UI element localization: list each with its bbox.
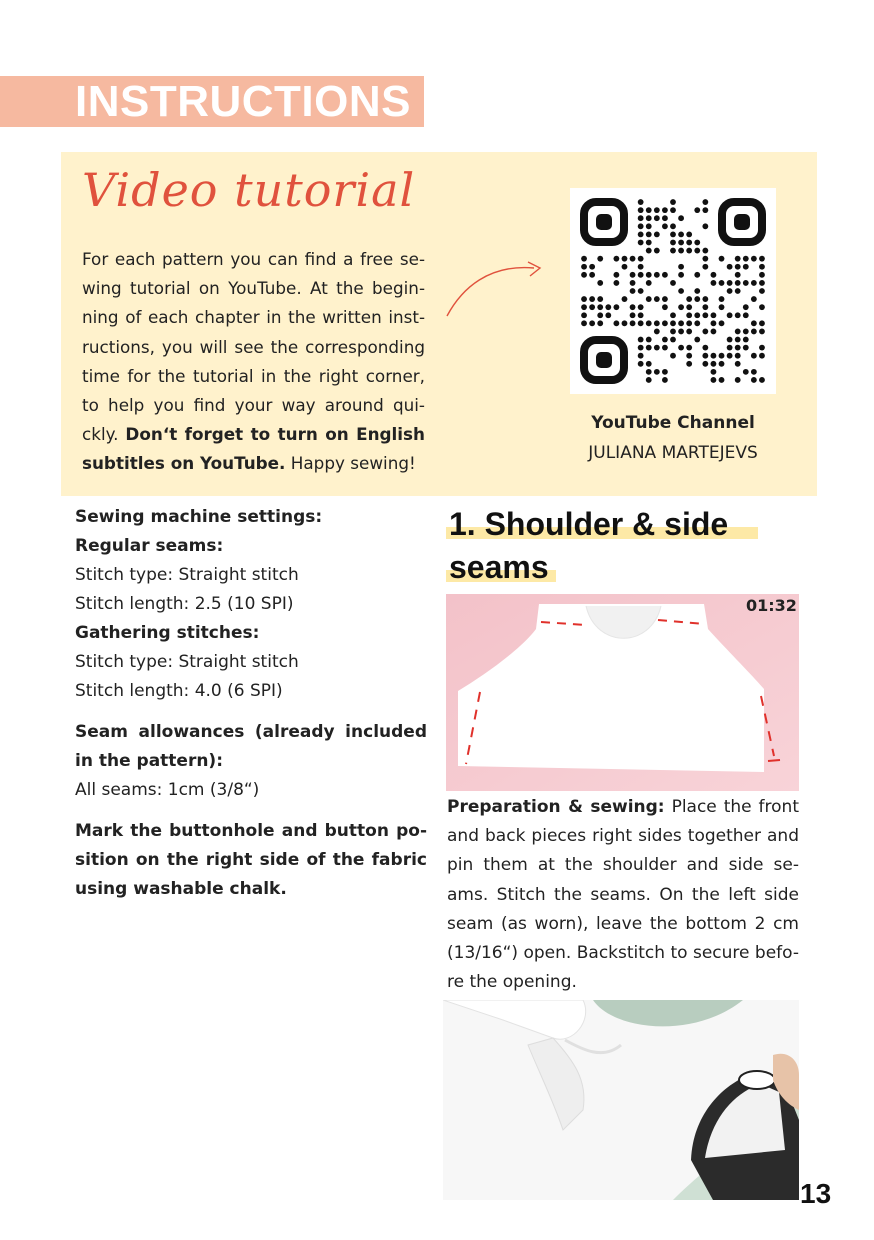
qr-dot bbox=[735, 280, 741, 286]
qr-dot bbox=[751, 296, 757, 302]
qr-dot bbox=[662, 320, 668, 326]
qr-dot bbox=[727, 264, 733, 270]
qr-dot bbox=[743, 369, 749, 375]
qr-dot bbox=[670, 240, 676, 246]
qr-dot bbox=[735, 288, 741, 294]
qr-dot bbox=[743, 304, 749, 310]
gathering-stitch-length: Stitch length: 4.0 (6 SPI) bbox=[75, 681, 283, 701]
qr-dot bbox=[751, 256, 757, 262]
qr-dot bbox=[662, 272, 668, 278]
qr-dot bbox=[646, 337, 652, 343]
prep-body: Place the front and back pieces right sides together and pin them at the shoulder and side se-ams. Stitch the seams. On the left side seam (as worn), leave the bottom 2 cm (13/16“) open. Backstitch to secure befo-re the opening. bbox=[447, 797, 799, 993]
qr-dot bbox=[581, 272, 587, 278]
preparation-text bbox=[447, 793, 799, 997]
qr-dot bbox=[751, 353, 757, 359]
qr-dot bbox=[759, 329, 765, 335]
qr-dot bbox=[662, 207, 668, 213]
qr-dot bbox=[678, 320, 684, 326]
qr-dot bbox=[638, 223, 644, 229]
qr-dot bbox=[735, 329, 741, 335]
qr-dot bbox=[581, 296, 587, 302]
qr-dot bbox=[638, 353, 644, 359]
qr-dot bbox=[743, 329, 749, 335]
qr-dot bbox=[751, 320, 757, 326]
qr-dot bbox=[735, 345, 741, 351]
qr-dot bbox=[719, 280, 725, 286]
qr-dot bbox=[646, 223, 652, 229]
qr-dot bbox=[662, 296, 668, 302]
qr-dot bbox=[662, 377, 668, 383]
qr-dot bbox=[702, 223, 708, 229]
qr-dot bbox=[638, 256, 644, 262]
qr-dot bbox=[735, 256, 741, 262]
qr-dot bbox=[654, 272, 660, 278]
qr-dot bbox=[735, 264, 741, 270]
qr-dot bbox=[662, 345, 668, 351]
qr-dot bbox=[654, 231, 660, 237]
tutorial-timestamp: 01:32 bbox=[746, 596, 797, 615]
qr-dot bbox=[727, 280, 733, 286]
qr-dot bbox=[589, 304, 595, 310]
qr-dot bbox=[670, 207, 676, 213]
subtitle-note: Don‘t forget to turn on English subtitles on YouTube. bbox=[82, 424, 425, 474]
qr-dot bbox=[613, 272, 619, 278]
qr-dot bbox=[581, 312, 587, 318]
qr-dot bbox=[686, 248, 692, 254]
qr-dot bbox=[678, 304, 684, 310]
qr-dot bbox=[711, 280, 717, 286]
qr-dot bbox=[727, 353, 733, 359]
machine-settings bbox=[75, 503, 427, 904]
qr-dot bbox=[638, 320, 644, 326]
qr-dot bbox=[678, 288, 684, 294]
qr-dot bbox=[670, 248, 676, 254]
qr-dot bbox=[630, 304, 636, 310]
qr-dot bbox=[678, 240, 684, 246]
qr-dot bbox=[630, 280, 636, 286]
qr-dot bbox=[735, 353, 741, 359]
shoulder-seams-photo bbox=[446, 594, 799, 791]
qr-dot bbox=[735, 361, 741, 367]
qr-dot bbox=[670, 280, 676, 286]
qr-dot bbox=[694, 207, 700, 213]
qr-dot bbox=[719, 320, 725, 326]
page-number: 13 bbox=[800, 1178, 832, 1209]
qr-dot bbox=[686, 312, 692, 318]
qr-dot bbox=[638, 337, 644, 343]
qr-dot bbox=[678, 264, 684, 270]
qr-dot bbox=[759, 272, 765, 278]
mark-buttonhole-note: Mark the buttonhole and button po-sition on the right side of the fabric using washable chalk. bbox=[75, 821, 427, 899]
qr-dot bbox=[630, 288, 636, 294]
qr-dot bbox=[702, 353, 708, 359]
qr-dot bbox=[678, 272, 684, 278]
qr-dot bbox=[638, 361, 644, 367]
qr-dot bbox=[638, 264, 644, 270]
qr-dot bbox=[686, 304, 692, 310]
qr-dot bbox=[597, 256, 603, 262]
qr-dot bbox=[743, 345, 749, 351]
regular-stitch-type: Stitch type: Straight stitch bbox=[75, 565, 299, 585]
regular-stitch-length: Stitch length: 2.5 (10 SPI) bbox=[75, 594, 294, 614]
qr-dot bbox=[702, 312, 708, 318]
qr-dot bbox=[735, 272, 741, 278]
qr-dot bbox=[597, 304, 603, 310]
qr-dot bbox=[759, 353, 765, 359]
qr-dot bbox=[702, 329, 708, 335]
qr-dot bbox=[727, 288, 733, 294]
qr-dot bbox=[759, 304, 765, 310]
qr-dot bbox=[630, 256, 636, 262]
seam-allowance-value: All seams: 1cm (3/8“) bbox=[75, 780, 260, 800]
qr-dot bbox=[743, 256, 749, 262]
youtube-qr-code[interactable] bbox=[570, 188, 776, 394]
qr-code-icon bbox=[580, 198, 766, 384]
qr-dot bbox=[686, 345, 692, 351]
qr-dot bbox=[589, 320, 595, 326]
qr-dot bbox=[751, 369, 757, 375]
qr-dot bbox=[727, 337, 733, 343]
qr-dot bbox=[678, 329, 684, 335]
qr-dot bbox=[589, 296, 595, 302]
section-title bbox=[449, 503, 789, 589]
qr-dot bbox=[759, 264, 765, 270]
youtube-channel-label: YouTube Channel bbox=[591, 413, 755, 433]
qr-dot bbox=[711, 329, 717, 335]
qr-dot bbox=[646, 231, 652, 237]
qr-dot bbox=[743, 280, 749, 286]
qr-dot bbox=[646, 296, 652, 302]
qr-dot bbox=[622, 264, 628, 270]
youtube-channel-name[interactable]: JULIANA MARTEJEVS bbox=[588, 443, 758, 463]
qr-dot bbox=[646, 345, 652, 351]
qr-dot bbox=[646, 280, 652, 286]
qr-dot bbox=[646, 248, 652, 254]
qr-dot bbox=[662, 304, 668, 310]
qr-dot bbox=[581, 304, 587, 310]
qr-dot bbox=[662, 223, 668, 229]
qr-dot bbox=[711, 272, 717, 278]
video-tutorial-title: Video tutorial bbox=[82, 163, 416, 217]
qr-dot bbox=[581, 264, 587, 270]
qr-dot bbox=[597, 296, 603, 302]
qr-dot bbox=[638, 312, 644, 318]
qr-dot bbox=[735, 377, 741, 383]
qr-dot bbox=[686, 296, 692, 302]
qr-dot bbox=[654, 369, 660, 375]
regular-seams-heading: Regular seams: bbox=[75, 536, 224, 556]
qr-dot bbox=[646, 377, 652, 383]
gathering-heading: Gathering stitches: bbox=[75, 623, 260, 643]
qr-dot bbox=[646, 361, 652, 367]
qr-dot bbox=[670, 320, 676, 326]
qr-dot bbox=[662, 215, 668, 221]
qr-dot bbox=[646, 240, 652, 246]
qr-dot bbox=[678, 345, 684, 351]
qr-dot bbox=[630, 320, 636, 326]
gathering-stitch-type: Stitch type: Straight stitch bbox=[75, 652, 299, 672]
qr-dot bbox=[743, 264, 749, 270]
qr-dot bbox=[735, 312, 741, 318]
qr-dot bbox=[638, 231, 644, 237]
qr-dot bbox=[613, 256, 619, 262]
qr-dot bbox=[735, 337, 741, 343]
qr-dot bbox=[638, 304, 644, 310]
qr-dot bbox=[694, 296, 700, 302]
qr-dot bbox=[581, 256, 587, 262]
qr-dot bbox=[638, 240, 644, 246]
qr-dot bbox=[702, 345, 708, 351]
qr-dot bbox=[638, 345, 644, 351]
qr-dot bbox=[654, 248, 660, 254]
qr-dot bbox=[622, 320, 628, 326]
qr-dot bbox=[613, 280, 619, 286]
qr-dot bbox=[670, 223, 676, 229]
qr-dot bbox=[727, 345, 733, 351]
qr-dot bbox=[613, 304, 619, 310]
qr-dot bbox=[719, 377, 725, 383]
qr-dot bbox=[743, 312, 749, 318]
qr-dot bbox=[613, 320, 619, 326]
qr-dot bbox=[686, 329, 692, 335]
qr-dot bbox=[702, 248, 708, 254]
qr-dot bbox=[694, 248, 700, 254]
qr-dot bbox=[581, 320, 587, 326]
video-paragraph: For each pattern you can find a free se-wing tutorial on YouTube. At the begin-ning of each chapter in the written inst-ructions, you will see the corresponding time for the tutorial in the right corner, to help you find your way around qui-ckly. bbox=[82, 249, 425, 445]
page-title: INSTRUCTIONS bbox=[75, 77, 411, 126]
qr-dot bbox=[711, 353, 717, 359]
qr-dot bbox=[646, 215, 652, 221]
qr-dot bbox=[711, 369, 717, 375]
qr-dot bbox=[597, 280, 603, 286]
qr-dot bbox=[711, 361, 717, 367]
qr-dot bbox=[670, 329, 676, 335]
prep-label: Preparation & sewing: bbox=[447, 797, 665, 817]
qr-dot bbox=[759, 256, 765, 262]
qr-dot bbox=[605, 304, 611, 310]
qr-dot bbox=[638, 288, 644, 294]
qr-dot bbox=[589, 272, 595, 278]
qr-dot bbox=[751, 280, 757, 286]
qr-dot bbox=[702, 264, 708, 270]
qr-dot bbox=[686, 361, 692, 367]
seam-allowance-heading: Seam allowances (already included in the pattern): bbox=[75, 722, 427, 771]
section-title-line1: 1. Shoulder & side bbox=[449, 506, 729, 542]
qr-dot bbox=[638, 199, 644, 205]
qr-dot bbox=[646, 320, 652, 326]
qr-dot bbox=[702, 199, 708, 205]
qr-dot bbox=[686, 240, 692, 246]
qr-dot bbox=[638, 207, 644, 213]
qr-dot bbox=[686, 231, 692, 237]
qr-dot bbox=[678, 215, 684, 221]
qr-dot bbox=[751, 329, 757, 335]
qr-dot bbox=[670, 199, 676, 205]
qr-dot bbox=[702, 256, 708, 262]
qr-dot bbox=[638, 215, 644, 221]
qr-dot bbox=[638, 272, 644, 278]
qr-dot bbox=[654, 329, 660, 335]
qr-dot bbox=[719, 304, 725, 310]
qr-dot bbox=[686, 353, 692, 359]
qr-dot bbox=[719, 353, 725, 359]
qr-dot bbox=[711, 312, 717, 318]
settings-heading: Sewing machine settings: bbox=[75, 507, 323, 527]
qr-dot bbox=[727, 312, 733, 318]
qr-dot bbox=[686, 320, 692, 326]
qr-dot bbox=[662, 337, 668, 343]
qr-dot bbox=[694, 337, 700, 343]
qr-dot bbox=[702, 296, 708, 302]
qr-dot bbox=[670, 337, 676, 343]
qr-dot bbox=[646, 207, 652, 213]
qr-dot bbox=[759, 320, 765, 326]
qr-dot bbox=[702, 361, 708, 367]
qr-dot bbox=[597, 312, 603, 318]
qr-dot bbox=[678, 248, 684, 254]
qr-dot bbox=[646, 272, 652, 278]
qr-dot bbox=[670, 353, 676, 359]
qr-dot bbox=[646, 369, 652, 375]
closing-text: Happy sewing! bbox=[290, 453, 416, 474]
qr-dot bbox=[654, 296, 660, 302]
qr-dot bbox=[702, 207, 708, 213]
section-title-line2: seams bbox=[449, 549, 549, 585]
qr-dot bbox=[751, 377, 757, 383]
qr-dot bbox=[670, 312, 676, 318]
arrow-icon bbox=[444, 258, 548, 320]
qr-dot bbox=[654, 215, 660, 221]
ironing-photo bbox=[443, 1000, 799, 1200]
qr-dot bbox=[694, 312, 700, 318]
qr-dot bbox=[630, 312, 636, 318]
qr-dot bbox=[694, 272, 700, 278]
qr-dot bbox=[702, 304, 708, 310]
qr-dot bbox=[759, 377, 765, 383]
qr-dot bbox=[759, 288, 765, 294]
qr-dot bbox=[759, 280, 765, 286]
qr-dot bbox=[622, 256, 628, 262]
qr-dot bbox=[605, 312, 611, 318]
qr-dot bbox=[670, 231, 676, 237]
qr-dot bbox=[711, 320, 717, 326]
qr-dot bbox=[622, 296, 628, 302]
qr-dot bbox=[654, 320, 660, 326]
qr-dot bbox=[694, 288, 700, 294]
qr-dot bbox=[662, 369, 668, 375]
qr-dot bbox=[589, 264, 595, 270]
qr-dot bbox=[630, 272, 636, 278]
qr-dot bbox=[678, 231, 684, 237]
qr-dot bbox=[597, 320, 603, 326]
qr-dot bbox=[654, 345, 660, 351]
qr-dot bbox=[711, 377, 717, 383]
qr-dot bbox=[719, 256, 725, 262]
video-tutorial-text bbox=[82, 245, 425, 479]
qr-dot bbox=[719, 296, 725, 302]
qr-dot bbox=[694, 240, 700, 246]
qr-dot bbox=[743, 337, 749, 343]
qr-dot bbox=[759, 345, 765, 351]
qr-dot bbox=[654, 207, 660, 213]
qr-dot bbox=[694, 320, 700, 326]
qr-dot bbox=[719, 361, 725, 367]
